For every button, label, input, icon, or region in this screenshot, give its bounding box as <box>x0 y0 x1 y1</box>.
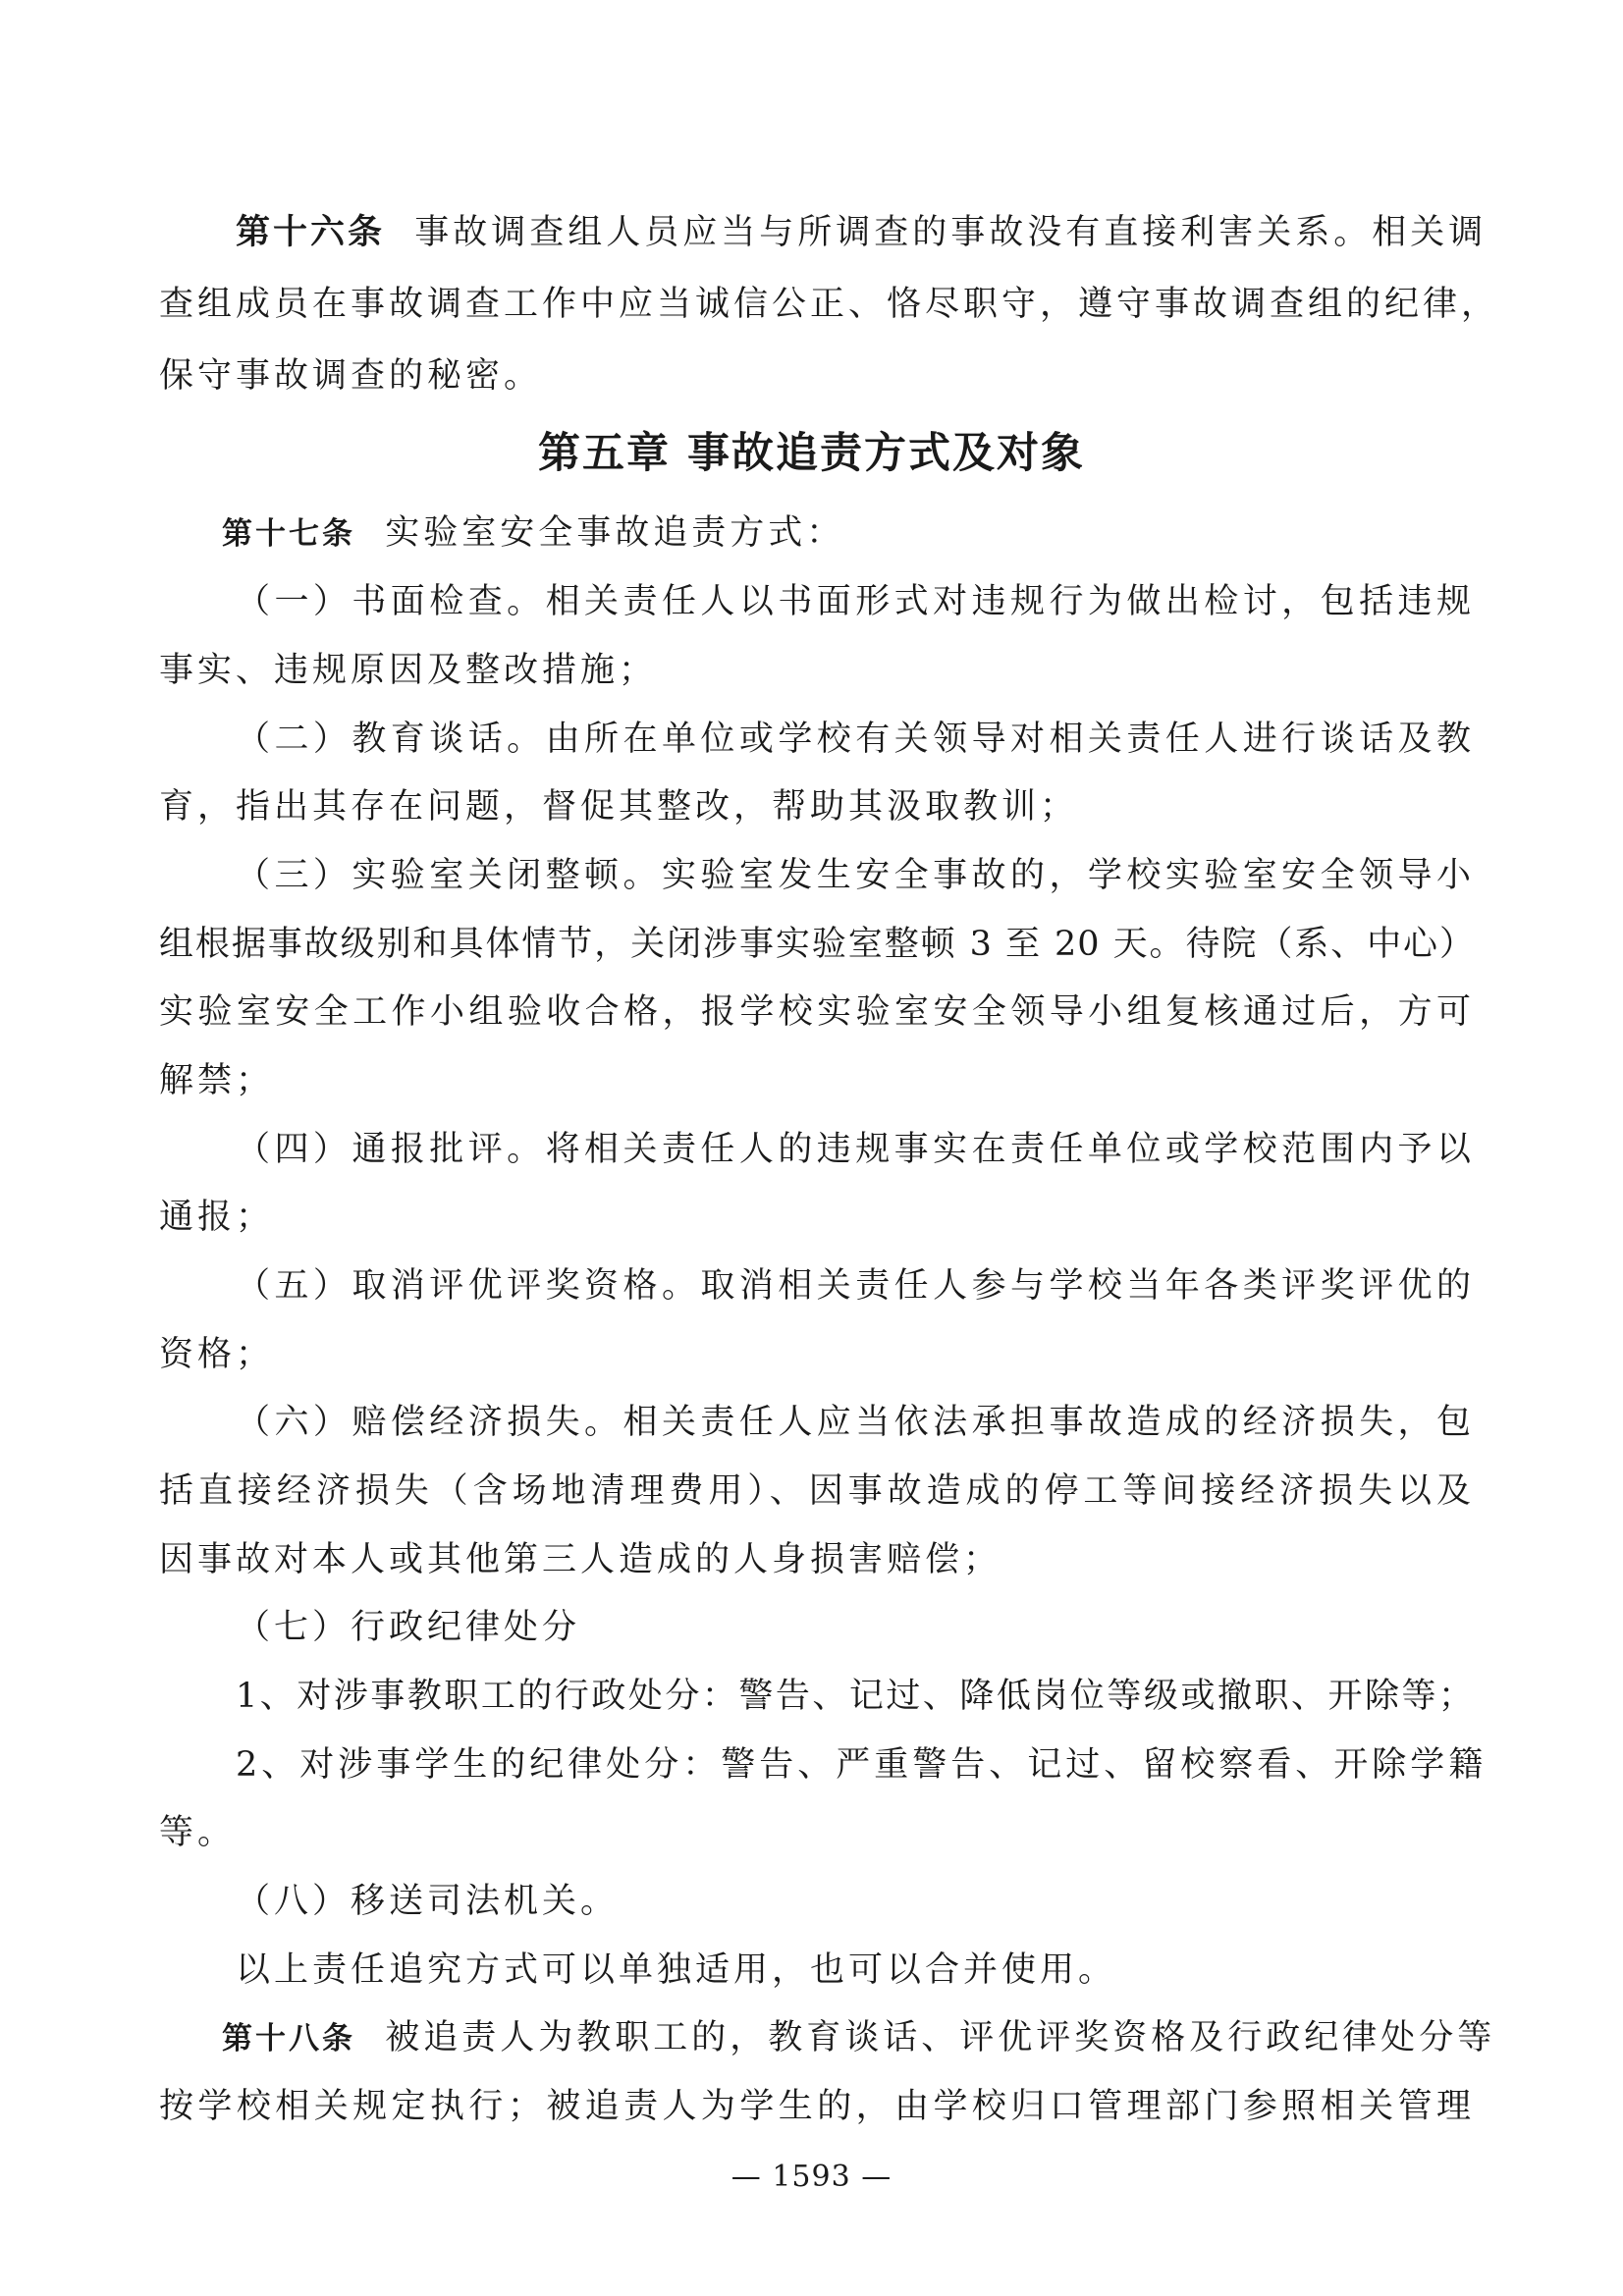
article-16-line-1 <box>236 208 1488 257</box>
article-18-line-2: 按学校相关规定执行；被追责人为学生的，由学校归口管理部门参照相关管理 <box>159 2087 1475 2126</box>
item-4-line-1: （四）通报批评。将相关责任人的违规事实在责任单位或学校范围内予以 <box>236 1130 1475 1169</box>
item-5-line-2: 资格； <box>159 1335 275 1374</box>
item-6-line-3: 因事故对本人或其他第三人造成的人身损害赔偿； <box>159 1540 1002 1579</box>
item-1-line-2: 事实、违规原因及整改措施； <box>159 651 658 690</box>
article-17-line-intro <box>222 508 1475 558</box>
item-5-line-1: （五）取消评优评奖资格。取消相关责任人参与学校当年各类评奖评优的 <box>236 1266 1475 1306</box>
page-number: — 1593 — <box>730 2160 893 2194</box>
item-2-line-1: （二）教育谈话。由所在单位或学校有关领导对相关责任人进行谈话及教 <box>236 720 1475 759</box>
item-6-line-1: （六）赔偿经济损失。相关责任人应当依法承担事故造成的经济损失，包 <box>236 1403 1475 1442</box>
article-16-text-1: 事故调查组人员应当与所调查的事故没有直接利害关系。相关调 <box>414 213 1488 252</box>
chapter-title: 第五章 事故追责方式及对象 <box>538 429 1085 478</box>
article-16-label: 第十六条 <box>236 212 386 252</box>
article-16-line-3: 保守事故调查的秘密。 <box>159 356 543 396</box>
item-4-line-2: 通报； <box>159 1198 275 1237</box>
item-1-line-1: （一）书面检查。相关责任人以书面形式对违规行为做出检讨，包括违规 <box>236 582 1475 621</box>
article-18-line-1 <box>222 2013 1496 2062</box>
article-16-line-2: 查组成员在事故调查工作中应当诚信公正、恪尽职守，遵守事故调查组的纪律， <box>159 285 1500 324</box>
item-3-line-4: 解禁； <box>159 1061 275 1100</box>
article-17-summary: 以上责任追究方式可以单独适用，也可以合并使用。 <box>236 1950 1117 1990</box>
item-8-line-1: （八）移送司法机关。 <box>236 1882 620 1921</box>
item-3-line-3: 实验室安全工作小组验收合格，报学校实验室安全领导小组复核通过后，方可 <box>159 992 1475 1032</box>
article-18-text-1: 被追责人为教职工的，教育谈话、评优评奖资格及行政纪律处分等 <box>385 2018 1496 2057</box>
item-7-sub-1: 1、对涉事教职工的行政处分：警告、记过、降低岗位等级或撤职、开除等； <box>236 1677 1475 1716</box>
item-7-line-1: （七）行政纪律处分 <box>236 1608 581 1647</box>
item-2-line-2: 育，指出其存在问题，督促其整改，帮助其汲取教训； <box>159 787 1079 827</box>
item-6-line-2: 括直接经济损失（含场地清理费用）、因事故造成的停工等间接经济损失以及 <box>159 1471 1475 1511</box>
item-3-line-1: （三）实验室关闭整顿。实验室发生安全事故的，学校实验室安全领导小 <box>236 856 1475 895</box>
item-7-sub-2-line-2: 等。 <box>159 1813 237 1852</box>
article-17-label: 第十七条 <box>222 516 355 552</box>
item-7-sub-2-line-1: 2、对涉事学生的纪律处分：警告、严重警告、记过、留校察看、开除学籍 <box>236 1745 1488 1785</box>
item-3-line-2: 组根据事故级别和具体情节，关闭涉事实验室整顿 3 至 20 天。待院（系、中心） <box>159 925 1475 964</box>
article-18-label: 第十八条 <box>222 2021 355 2056</box>
article-17-intro: 实验室安全事故追责方式： <box>385 513 845 553</box>
